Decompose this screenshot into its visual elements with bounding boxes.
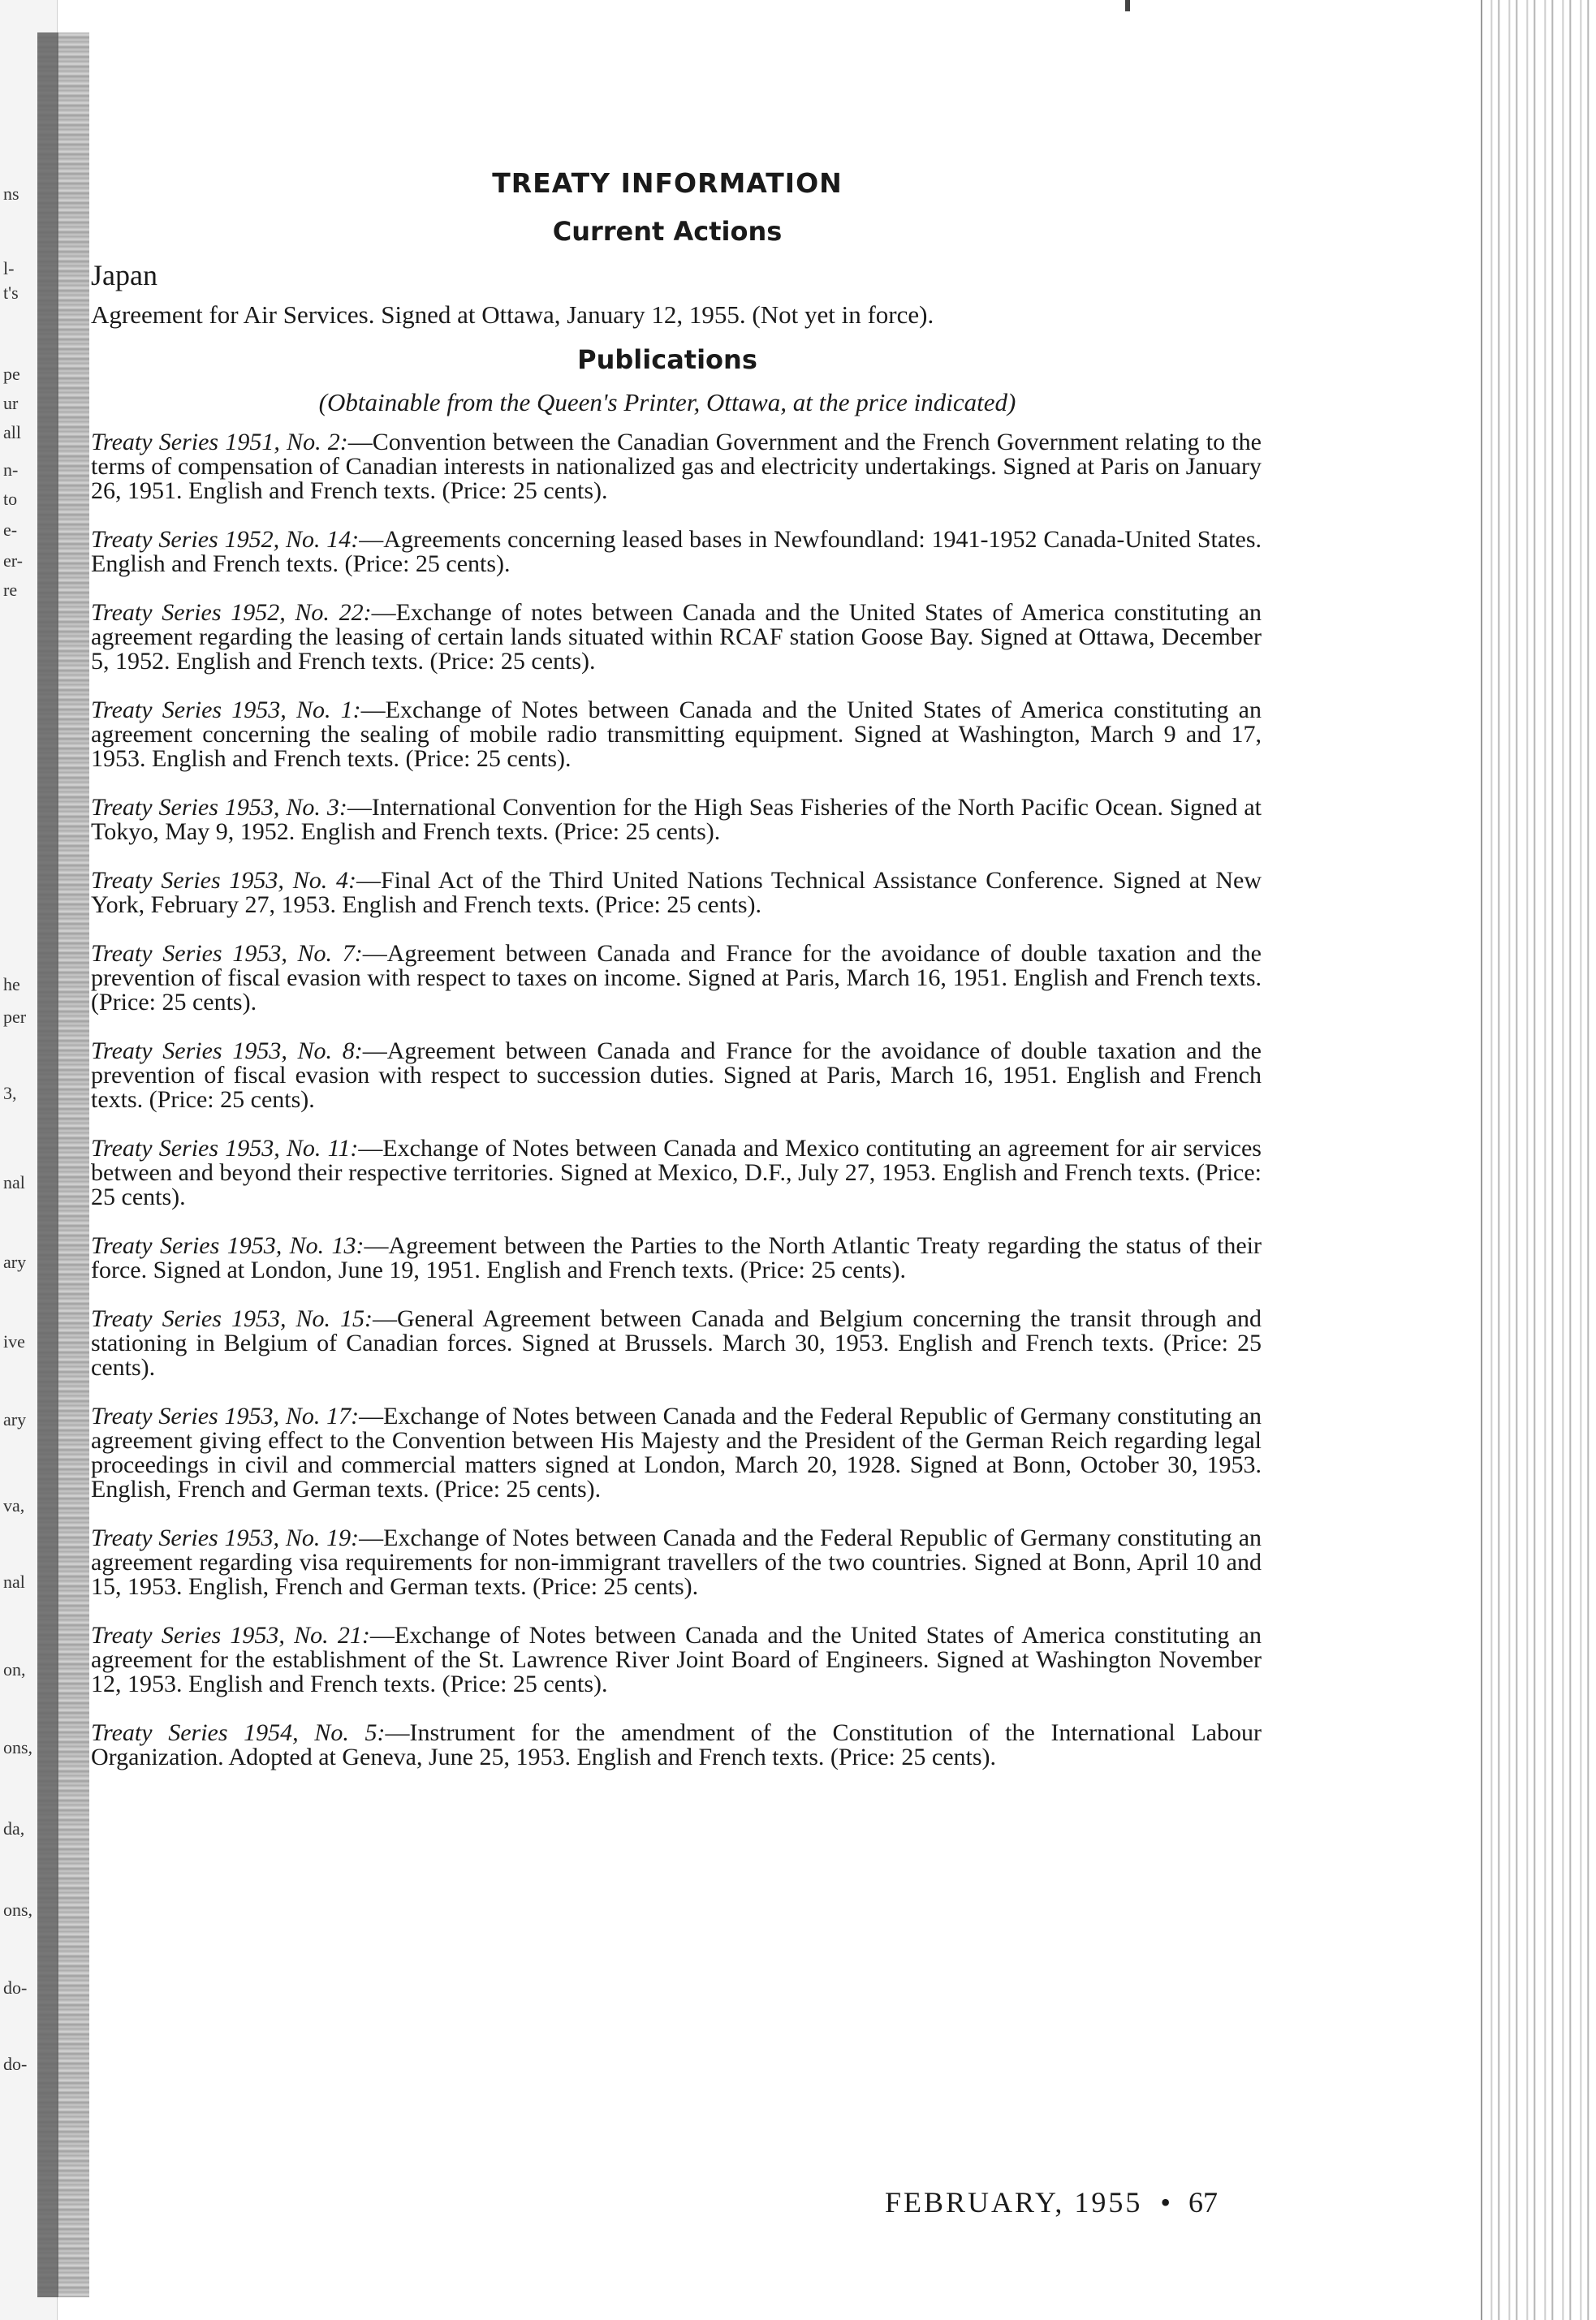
gutter-fragment: ons, (3, 1900, 33, 1920)
publication-entry (91, 528, 1262, 576)
country-heading: Japan (91, 259, 157, 291)
entry-text: —General Agreement between Canada and Belgium concerning the transit through and stationing in Belgium of Canadian forces. Signed at Brussels. March 30, 1953. English and French texts. (Price: 25 cents). (91, 1305, 1262, 1381)
entry-text: —Agreement between Canada and France for the avoidance of double taxation and the prevention of fiscal evasion with respect to taxes on income. Signed at Paris, March 16, 1951. English and French texts. (Price: 25 cents). (91, 940, 1262, 1016)
entry-text: —Exchange of Notes between Canada and the United States of America constituting an agreement concerning the sealing of mobile radio transmitting equipment. Signed at Washington, March 9 and 17, 1953. English and French texts. (Price: 25 cents). (91, 696, 1262, 772)
gutter-fragment: on, (3, 1659, 26, 1680)
gutter-fragment: t's (3, 282, 19, 303)
series-label: Treaty Series 1951, No. 2: (91, 429, 348, 455)
publication-entry (91, 942, 1262, 1015)
series-label: Treaty Series 1953, No. 11: (91, 1135, 359, 1162)
series-label: Treaty Series 1953, No. 15: (91, 1305, 373, 1332)
entry-text: —Exchange of Notes between Canada and Mexico contituting an agreement for air services between and beyond their respective territories. Signed at Mexico, D.F., July 27, 1953. English and French texts. (Price: 25 cents). (91, 1135, 1262, 1210)
gutter-fragment: da, (3, 1818, 25, 1839)
right-page-stack-edge (1481, 0, 1596, 2320)
series-label: Treaty Series 1953, No. 8: (91, 1037, 363, 1064)
publications-heading: Publications (577, 344, 757, 375)
entry-text: —Agreement between Canada and France for the avoidance of double taxation and the prevention of fiscal evasion with respect to succession duties. Signed at Paris, March 16, 1951. English and French texts. (Price: 25 cents). (91, 1037, 1262, 1113)
scan-mark (1125, 0, 1130, 11)
gutter-fragment: do- (3, 2054, 28, 2074)
page-number: 67 (1188, 2186, 1219, 2219)
entry-text: —International Convention for the High Seas Fisheries of the North Pacific Ocean. Signed at Tokyo, May 9, 1952. English and French texts. (Price: 25 cents). (91, 794, 1262, 845)
gutter-fragment: to (3, 489, 18, 509)
gutter-fragment: 3, (3, 1083, 17, 1103)
gutter-fragment: all (3, 422, 21, 442)
entry-text: —Exchange of Notes between Canada and the Federal Republic of Germany constituting an agreement regarding visa requirements for non-immigrant travellers of the two countries. Signed at Bonn, April 10 and 15, 1953. English, French and German texts. (Price: 25 cents). (91, 1524, 1262, 1600)
gutter-fragment: e- (3, 520, 18, 540)
entry-text: —Convention between the Canadian Government and the French Government relating to the terms of compensation of Canadian interests in nationalized gas and electricity undertakings. Signed at Paris on January 26, 1951. English and French texts. (Price: 25 cents). (91, 429, 1262, 504)
publication-entry (91, 1721, 1262, 1770)
obtainable-note: (Obtainable from the Queen's Printer, Ottawa, at the price indicated) (318, 388, 1016, 416)
gutter-fragment: va, (3, 1495, 25, 1516)
publication-entry (91, 796, 1262, 844)
gutter-fragment: ary (3, 1409, 27, 1430)
publication-entry (91, 1526, 1262, 1599)
entry-text: —Exchange of Notes between Canada and the United States of America constituting an agreement for the establishment of the St. Lawrence River Joint Board of Engineers. Signed at Washington November 12, 1953. English and French texts. (Price: 25 cents). (91, 1622, 1262, 1697)
publication-entry (91, 430, 1262, 503)
publication-entry (91, 1234, 1262, 1283)
publication-entry (91, 601, 1262, 674)
series-label: Treaty Series 1952, No. 22: (91, 599, 372, 626)
gutter-fragment: ns (3, 183, 19, 204)
publication-list (91, 430, 1262, 1794)
gutter-fragment: er- (3, 550, 23, 571)
facing-page-text-fragments (3, 0, 37, 2320)
series-label: Treaty Series 1954, No. 5: (91, 1719, 386, 1746)
series-label: Treaty Series 1953, No. 13: (91, 1232, 364, 1259)
gutter-fragment: ons, (3, 1737, 33, 1757)
gutter-fragment: nal (3, 1172, 25, 1192)
entry-text: —Agreements concerning leased bases in Newfoundland: 1941-1952 Canada-United States. English and French texts. (Price: 25 cents). (91, 526, 1262, 577)
series-label: Treaty Series 1952, No. 14: (91, 526, 360, 553)
publication-entry (91, 1136, 1262, 1210)
publication-entry (91, 698, 1262, 771)
gutter-fragment: do- (3, 1977, 28, 1998)
page-footer (885, 2185, 1218, 2219)
series-label: Treaty Series 1953, No. 1: (91, 696, 361, 723)
entry-text: —Exchange of Notes between Canada and the Federal Republic of Germany constituting an agreement giving effect to the Convention between His Majesty and the President of the German Reich regarding legal proceedings in civil and commercial matters signed at London, March 20, 1928. Signed at Bonn, October 30, 1953. English, French and German texts. (Price: 25 cents). (91, 1403, 1262, 1503)
entry-text: —Final Act of the Third United Nations Technical Assistance Conference. Signed at New York, February 27, 1953. English and French texts. (Price: 25 cents). (91, 867, 1262, 918)
publication-entry (91, 1307, 1262, 1380)
gutter-fragment: re (3, 580, 18, 600)
series-label: Treaty Series 1953, No. 17: (91, 1403, 360, 1430)
gutter-fragment: ur (3, 393, 19, 413)
series-label: Treaty Series 1953, No. 4: (91, 867, 356, 894)
entry-text: —Instrument for the amendment of the Constitution of the International Labour Organization. Adopted at Geneva, June 25, 1953. English and French texts. (Price: 25 cents). (91, 1719, 1262, 1770)
current-actions-heading: Current Actions (552, 216, 783, 247)
gutter-fragment: per (3, 1007, 27, 1027)
footer-bullet: • (1160, 2186, 1171, 2219)
gutter-fragment: ive (3, 1331, 25, 1352)
series-label: Treaty Series 1953, No. 19: (91, 1524, 360, 1551)
publication-entry (91, 1404, 1262, 1502)
gutter-fragment: he (3, 974, 20, 994)
book-binding-shadow (37, 32, 89, 2297)
series-label: Treaty Series 1953, No. 7: (91, 940, 363, 967)
publication-entry (91, 1039, 1262, 1112)
page-title: TREATY INFORMATION (492, 167, 843, 199)
series-label: Treaty Series 1953, No. 3: (91, 794, 347, 821)
gutter-fragment: n- (3, 459, 19, 480)
gutter-fragment: pe (3, 364, 20, 384)
publication-entry (91, 869, 1262, 917)
current-action-text: Agreement for Air Services. Signed at Ottawa, January 12, 1955. (Not yet in force). (91, 300, 934, 329)
gutter-fragment: nal (3, 1572, 25, 1592)
issue-date: FEBRUARY, 1955 (885, 2186, 1143, 2219)
publication-entry (91, 1624, 1262, 1697)
gutter-fragment: l- (3, 258, 15, 278)
series-label: Treaty Series 1953, No. 21: (91, 1622, 370, 1649)
gutter-fragment: ary (3, 1252, 27, 1272)
entry-text: —Agreement between the Parties to the North Atlantic Treaty regarding the status of their force. Signed at London, June 19, 1951. English and French texts. (Price: 25 cents). (91, 1232, 1262, 1283)
entry-text: —Exchange of notes between Canada and the United States of America constituting an agreement regarding the leasing of certain lands situated within RCAF station Goose Bay. Signed at Ottawa, December 5, 1952. English and French texts. (Price: 25 cents). (91, 599, 1262, 675)
